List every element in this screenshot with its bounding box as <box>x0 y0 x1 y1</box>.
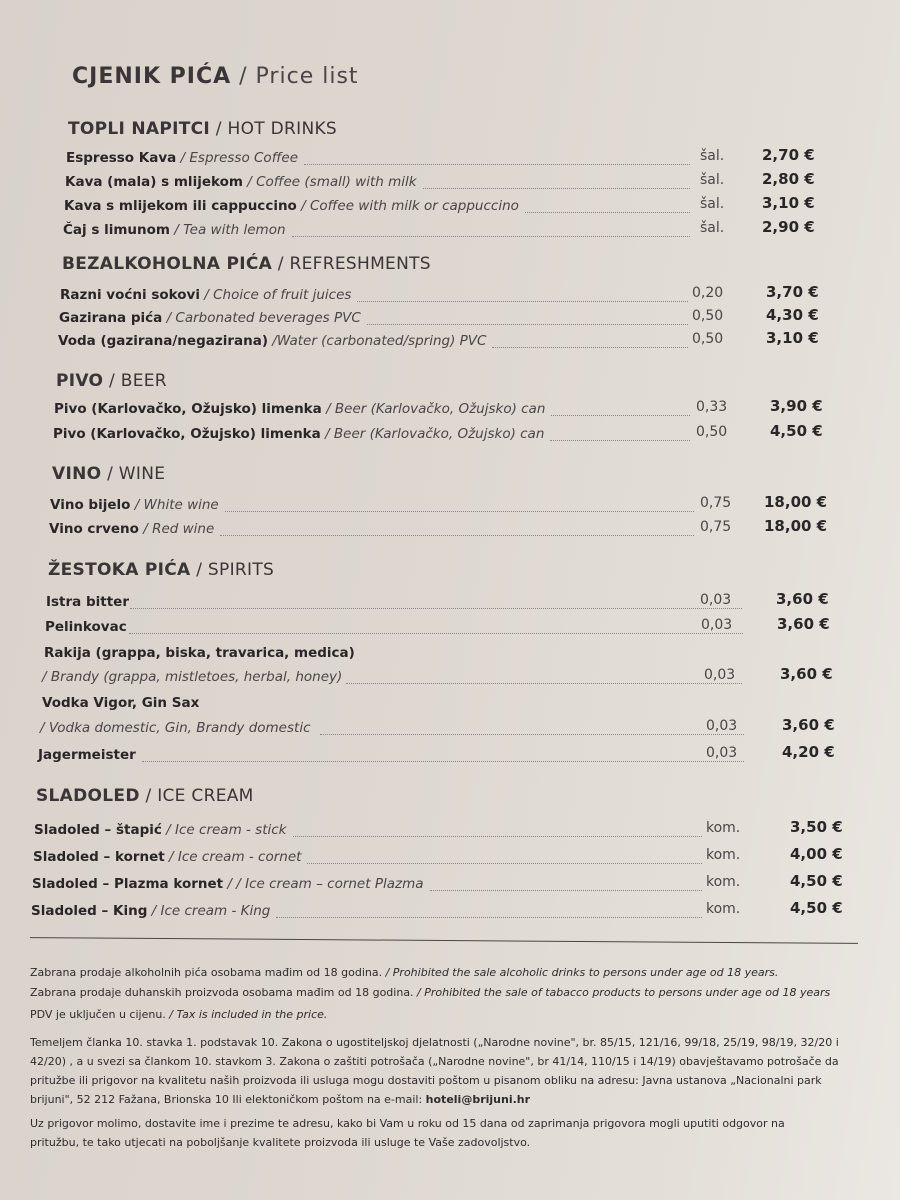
section-heading-wine: VINO / WINE <box>52 464 166 484</box>
footer-email-link[interactable]: hoteli@brijuni.hr <box>425 1093 531 1106</box>
footer-divider <box>30 937 858 944</box>
section-heading-hot-drinks: TOPLI NAPITCI / HOT DRINKS <box>68 119 338 139</box>
item-price: 3,10 € <box>766 329 819 347</box>
leader-dots <box>550 440 690 441</box>
leader-dots <box>220 535 694 536</box>
item-quantity: 0,20 <box>692 285 724 301</box>
hot-item-row <box>64 194 832 220</box>
footer-legal-line-3: pritužbe ili prigovor na kvalitetu naših proizvoda ili usluga mogu dostaviti poštom u pisanom obliku na adresu: Javna ustanova „Nacionalni park <box>30 1074 822 1087</box>
leader-dots <box>423 188 690 189</box>
item-quantity: šal. <box>700 148 725 164</box>
item-quantity: kom. <box>706 847 741 863</box>
footer-tax-notice: PDV je uključen u cijenu. / Tax is included in the price. <box>30 1008 328 1021</box>
item-quantity: kom. <box>706 820 741 836</box>
refresh-item-row <box>60 283 836 309</box>
item-quantity: šal. <box>700 172 725 188</box>
item-quantity: 0,33 <box>696 399 728 415</box>
item-name: Sladoled – kornet / Ice cream - cornet <box>33 849 302 865</box>
item-name: Kava (mala) s mlijekom / Coffee (small) with milk <box>65 174 417 190</box>
item-name: Vino crveno / Red wine <box>49 521 215 537</box>
item-quantity: 0,50 <box>696 424 728 440</box>
item-name: Čaj s limunom / Tea with lemon <box>63 222 286 238</box>
item-name: Sladoled – Plazma kornet / / Ice cream – cornet Plazma <box>32 876 424 892</box>
spirit-row-vodka: / Vodka domestic, Gin, Brandy domestic 0,03 3,60 € <box>40 716 835 736</box>
item-price: 3,50 € <box>790 818 843 836</box>
item-name: Pivo (Karlovačko, Ožujsko) limenka / Beer (Karlovačko, Ožujsko) can <box>54 401 546 417</box>
leader-dots <box>293 836 702 837</box>
spirit-row-pelinkovac: Pelinkovac 0,03 3,60 € <box>45 615 830 635</box>
leader-dots <box>225 511 694 512</box>
item-name: Espresso Kava / Espresso Coffee <box>66 150 299 166</box>
hot-item-row <box>65 170 832 196</box>
footer-alcohol-notice: Zabrana prodaje alkoholnih pića osobama mađim od 18 godina. / Prohibited the sale alcoholic drinks to persons under age od 18 years. <box>30 966 779 979</box>
item-price: 4,30 € <box>766 306 819 324</box>
page-title: CJENIK PIĆA / Price list <box>72 64 359 89</box>
leader-dots <box>492 347 688 348</box>
section-heading-spirits: ŽESTOKA PIĆA / SPIRITS <box>48 560 275 580</box>
ice-item-row <box>32 872 860 898</box>
spirit-row-rakija: / Brandy (grappa, mistletoes, herbal, honey) 0,03 3,60 € <box>42 665 833 685</box>
hot-item-row <box>66 146 832 172</box>
hot-item-row <box>63 218 832 244</box>
item-price: 4,00 € <box>790 845 843 863</box>
item-price: 4,50 € <box>790 872 843 890</box>
spirit-rakija-label: Rakija (grappa, biska, travarica, medica) <box>44 645 355 661</box>
item-name: Vino bijelo / White wine <box>50 497 219 513</box>
item-quantity: 0,50 <box>692 331 724 347</box>
spirit-row-jagermeister: Jagermeister 0,03 4,20 € <box>38 743 835 763</box>
section-heading-refreshments: BEZALKOHOLNA PIĆA / REFRESHMENTS <box>62 254 431 274</box>
item-quantity: 0,75 <box>700 519 732 535</box>
item-quantity: kom. <box>706 874 741 890</box>
wine-item-row <box>50 493 834 519</box>
item-name: Voda (gazirana/negazirana) /Water (carbonated/spring) PVC <box>58 333 487 349</box>
item-price: 2,90 € <box>762 218 815 236</box>
beer-item-row <box>53 422 840 448</box>
item-quantity: šal. <box>700 196 725 212</box>
leader-dots <box>430 890 702 891</box>
item-name: Gazirana pića / Carbonated beverages PVC <box>59 310 361 326</box>
item-quantity: 0,75 <box>700 495 732 511</box>
leader-dots <box>304 164 690 165</box>
item-name: Kava s mlijekom ili cappuccino / Coffee with milk or cappuccino <box>64 198 519 214</box>
item-quantity: 0,50 <box>692 308 724 324</box>
item-name: Sladoled – štapić / Ice cream - stick <box>34 822 287 838</box>
refresh-item-row <box>59 306 836 332</box>
item-price: 3,70 € <box>766 283 819 301</box>
item-price: 18,00 € <box>764 517 828 535</box>
footer-complaint-line-2: pritužbu, te tako utjecati na poboljšanje kvalitete proizvoda ili usluge te Vaše zadovoljstvo. <box>30 1136 531 1149</box>
spirit-vodka-label: Vodka Vigor, Gin Sax <box>42 695 200 711</box>
leader-dots <box>367 324 688 325</box>
leader-dots <box>292 236 690 237</box>
item-name: Razni voćni sokovi / Choice of fruit juices <box>60 287 352 303</box>
footer-legal-line-4: brijuni", 52 212 Fažana, Brionska 10 Ili elektoničkom poštom na e-mail: hoteli@brijuni.hr <box>30 1093 531 1106</box>
item-price: 2,70 € <box>762 146 815 164</box>
beer-item-row <box>54 397 840 423</box>
item-price: 3,10 € <box>762 194 815 212</box>
ice-item-row <box>34 818 860 844</box>
footer-legal-line-1: Temeljem članka 10. stavka 1. podstavak 10. Zakona o ugostiteljskoj djelatnosti („Narodne novine", br. 85/15, 121/16, 99/18, 25/19, 98/19, 32/20 i <box>30 1036 839 1049</box>
wine-item-row <box>49 517 834 543</box>
leader-dots <box>357 301 688 302</box>
footer-complaint-line-1: Uz prigovor molimo, dostavite ime i prezime te adresu, kako bi Vam u roku od 15 dana od zaprimanja prigovora mogli uputiti odgovor na <box>30 1117 785 1130</box>
refresh-item-row <box>58 329 836 355</box>
item-price: 18,00 € <box>764 493 828 511</box>
item-price: 4,50 € <box>790 899 843 917</box>
ice-item-row <box>31 899 860 925</box>
footer-tobacco-notice: Zabrana prodaje duhanskih proizvoda osobama mađim od 18 godina. / Prohibited the sale of tabacco products to persons under age od 18 years <box>30 986 831 999</box>
item-quantity: šal. <box>700 220 725 236</box>
section-heading-beer: PIVO / BEER <box>56 371 167 391</box>
leader-dots <box>307 863 702 864</box>
item-name: Pivo (Karlovačko, Ožujsko) limenka / Beer (Karlovačko, Ožujsko) can <box>53 426 545 442</box>
item-price: 2,80 € <box>762 170 815 188</box>
leader-dots <box>276 917 702 918</box>
spirit-row-istra-bitter: Istra bitter 0,03 3,60 € <box>46 590 829 610</box>
item-price: 4,50 € <box>770 422 823 440</box>
item-name: Sladoled – King / Ice cream - King <box>31 903 271 919</box>
leader-dots <box>525 212 690 213</box>
leader-dots <box>551 415 690 416</box>
item-quantity: kom. <box>706 901 741 917</box>
item-price: 3,90 € <box>770 397 823 415</box>
section-heading-ice-cream: SLADOLED / ICE CREAM <box>36 786 254 806</box>
footer-legal-line-2: 42/20) , a u svezi sa člankom 10. stavkom 3. Zakona o zaštiti potrošača („Narodne novine", br 41/14, 110/15 i 14/19) obavještavamo potrošače da <box>30 1055 839 1068</box>
ice-item-row <box>33 845 860 871</box>
